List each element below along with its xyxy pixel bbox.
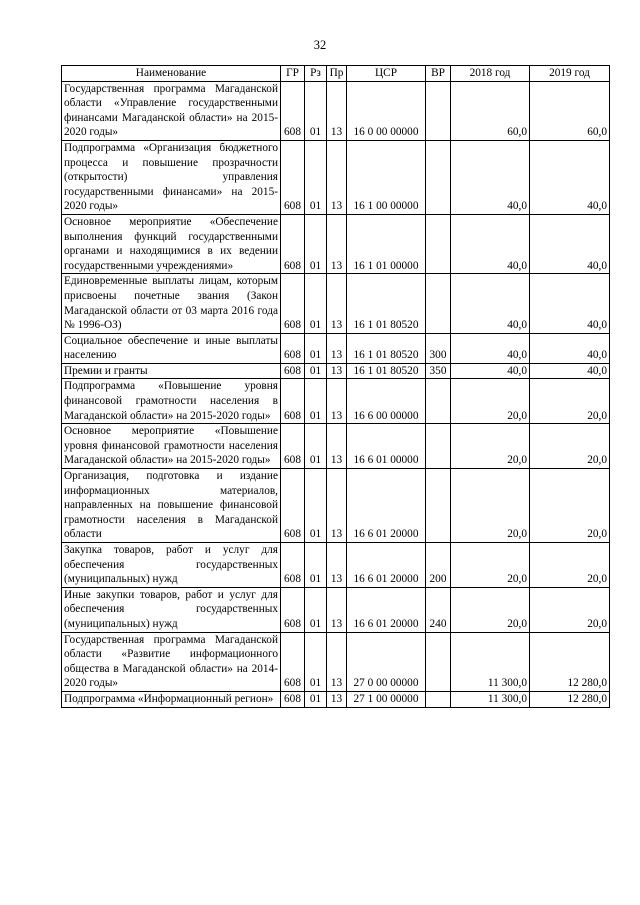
header-gr: ГР (281, 66, 305, 82)
row-pr: 13 (327, 333, 347, 363)
row-gr: 608 (281, 214, 305, 273)
row-rz: 01 (305, 543, 327, 588)
table-row (62, 543, 610, 588)
row-csr: 16 1 01 00000 (347, 214, 426, 273)
row-vr (426, 140, 451, 214)
row-rz: 01 (305, 632, 327, 691)
row-name: Социальное обеспечение и иные выплаты населению (62, 333, 281, 363)
row-2018: 20,0 (451, 469, 530, 543)
row-pr: 13 (327, 214, 347, 273)
header-2018: 2018 год (451, 66, 530, 82)
row-2019: 20,0 (530, 379, 610, 424)
row-pr: 13 (327, 469, 347, 543)
row-gr: 608 (281, 140, 305, 214)
row-pr: 13 (327, 81, 347, 140)
row-csr: 27 1 00 00000 (347, 691, 426, 707)
row-2019: 40,0 (530, 214, 610, 273)
row-gr: 608 (281, 543, 305, 588)
row-vr (426, 379, 451, 424)
header-rz: Рз (305, 66, 327, 82)
header-vr: ВР (426, 66, 451, 82)
row-2018: 40,0 (451, 363, 530, 379)
row-2018: 11 300,0 (451, 632, 530, 691)
table-row (62, 140, 610, 214)
row-name: Государственная программа Магаданской области «Развитие информационного общества в Магаданской области» на 2014-2020 годы» (62, 632, 281, 691)
row-csr: 16 6 00 00000 (347, 379, 426, 424)
row-rz: 01 (305, 214, 327, 273)
row-2018: 40,0 (451, 140, 530, 214)
row-csr: 16 1 01 80520 (347, 363, 426, 379)
row-rz: 01 (305, 140, 327, 214)
budget-table (61, 65, 610, 708)
row-gr: 608 (281, 274, 305, 333)
table-row (62, 81, 610, 140)
header-row (62, 66, 610, 82)
row-2018: 20,0 (451, 543, 530, 588)
row-2018: 40,0 (451, 333, 530, 363)
row-csr: 16 1 01 80520 (347, 333, 426, 363)
row-rz: 01 (305, 274, 327, 333)
row-csr: 16 6 01 20000 (347, 587, 426, 632)
table-row (62, 379, 610, 424)
row-2019: 20,0 (530, 543, 610, 588)
row-rz: 01 (305, 81, 327, 140)
table-row (62, 363, 610, 379)
row-gr: 608 (281, 632, 305, 691)
row-2018: 20,0 (451, 379, 530, 424)
row-csr: 16 6 01 00000 (347, 424, 426, 469)
table-row (62, 274, 610, 333)
row-rz: 01 (305, 469, 327, 543)
row-gr: 608 (281, 587, 305, 632)
row-gr: 608 (281, 379, 305, 424)
row-gr: 608 (281, 363, 305, 379)
row-rz: 01 (305, 363, 327, 379)
row-pr: 13 (327, 543, 347, 588)
row-vr: 200 (426, 543, 451, 588)
row-2018: 20,0 (451, 424, 530, 469)
row-gr: 608 (281, 333, 305, 363)
row-name: Премии и гранты (62, 363, 281, 379)
row-csr: 16 1 01 80520 (347, 274, 426, 333)
header-name: Наименование (62, 66, 281, 82)
row-name: Государственная программа Магаданской области «Управление государственными финансами Магаданской области» на 2015-2020 годы» (62, 81, 281, 140)
row-pr: 13 (327, 140, 347, 214)
row-2019: 20,0 (530, 424, 610, 469)
row-gr: 608 (281, 81, 305, 140)
row-2019: 40,0 (530, 274, 610, 333)
row-2019: 60,0 (530, 81, 610, 140)
row-vr (426, 81, 451, 140)
table-row (62, 469, 610, 543)
row-pr: 13 (327, 379, 347, 424)
row-2018: 40,0 (451, 274, 530, 333)
row-2019: 40,0 (530, 363, 610, 379)
row-name: Единовременные выплаты лицам, которым присвоены почетные звания (Закон Магаданской области от 03 марта 2016 года № 1996-ОЗ) (62, 274, 281, 333)
header-2019: 2019 год (530, 66, 610, 82)
row-name: Основное мероприятие «Обеспечение выполнения функций государственными органами и находящимися в их ведении государственными учреждениями» (62, 214, 281, 273)
row-pr: 13 (327, 274, 347, 333)
row-name: Организация, подготовка и издание информационных материалов, направленных на повышение финансовой грамотности населения в Магаданской области (62, 469, 281, 543)
row-rz: 01 (305, 587, 327, 632)
row-vr (426, 469, 451, 543)
row-gr: 608 (281, 469, 305, 543)
table-row (62, 424, 610, 469)
row-vr (426, 214, 451, 273)
table-row (62, 587, 610, 632)
row-vr (426, 632, 451, 691)
row-rz: 01 (305, 379, 327, 424)
row-name: Основное мероприятие «Повышение уровня финансовой грамотности населения Магаданской области» на 2015-2020 годы» (62, 424, 281, 469)
row-csr: 16 0 00 00000 (347, 81, 426, 140)
row-name: Подпрограмма «Повышение уровня финансовой грамотности населения в Магаданской области» на 2015-2020 годы» (62, 379, 281, 424)
table-row (62, 632, 610, 691)
row-2018: 40,0 (451, 214, 530, 273)
table-row (62, 214, 610, 273)
row-name: Подпрограмма «Организация бюджетного процесса и повышение прозрачности (открытости) управления государственными финансами» на 2015-2020 годы» (62, 140, 281, 214)
row-csr: 16 1 00 00000 (347, 140, 426, 214)
row-pr: 13 (327, 691, 347, 707)
row-rz: 01 (305, 333, 327, 363)
row-2019: 40,0 (530, 140, 610, 214)
row-vr (426, 274, 451, 333)
row-2019: 12 280,0 (530, 632, 610, 691)
row-2019: 40,0 (530, 333, 610, 363)
row-gr: 608 (281, 691, 305, 707)
row-2018: 20,0 (451, 587, 530, 632)
header-pr: Пр (327, 66, 347, 82)
row-2018: 60,0 (451, 81, 530, 140)
table-row (62, 691, 610, 707)
page-number: 32 (313, 38, 327, 52)
row-name: Подпрограмма «Информационный регион» (62, 691, 281, 707)
row-pr: 13 (327, 587, 347, 632)
row-pr: 13 (327, 632, 347, 691)
row-pr: 13 (327, 424, 347, 469)
row-name: Иные закупки товаров, работ и услуг для обеспечения государственных (муниципальных) нужд (62, 587, 281, 632)
row-vr (426, 691, 451, 707)
row-vr: 350 (426, 363, 451, 379)
row-csr: 16 6 01 20000 (347, 543, 426, 588)
row-2019: 20,0 (530, 587, 610, 632)
row-rz: 01 (305, 424, 327, 469)
row-vr: 300 (426, 333, 451, 363)
table-row (62, 333, 610, 363)
row-csr: 16 6 01 20000 (347, 469, 426, 543)
row-rz: 01 (305, 691, 327, 707)
row-csr: 27 0 00 00000 (347, 632, 426, 691)
row-gr: 608 (281, 424, 305, 469)
row-pr: 13 (327, 363, 347, 379)
row-vr: 240 (426, 587, 451, 632)
row-name: Закупка товаров, работ и услуг для обеспечения государственных (муниципальных) нужд (62, 543, 281, 588)
row-vr (426, 424, 451, 469)
row-2018: 11 300,0 (451, 691, 530, 707)
row-2019: 12 280,0 (530, 691, 610, 707)
row-2019: 20,0 (530, 469, 610, 543)
header-csr: ЦСР (347, 66, 426, 82)
